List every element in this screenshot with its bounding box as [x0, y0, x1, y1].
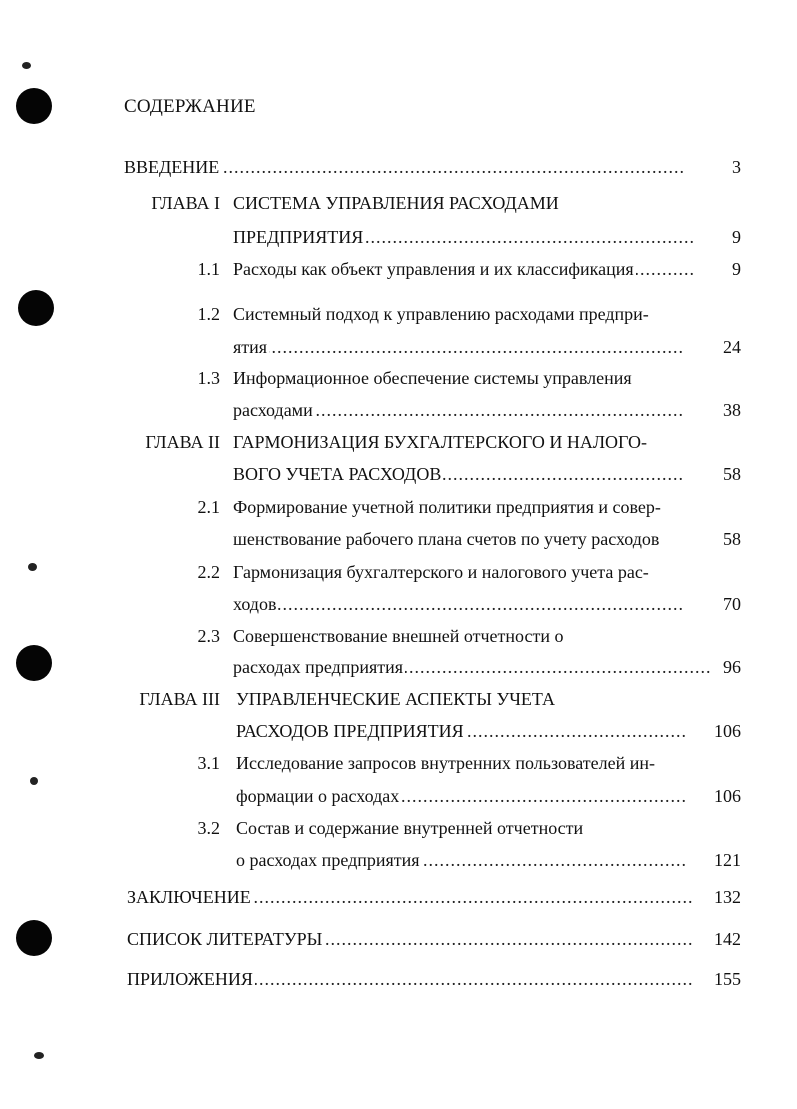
toc-page-number: 24: [723, 337, 741, 357]
toc-entry-text: Исследование запросов внутренних пользователей ин-: [236, 753, 656, 773]
binder-hole: [16, 645, 52, 681]
toc-entry-text: ВОГО УЧЕТА РАСХОДОВ .....: [233, 463, 685, 485]
toc-page-number: 121: [714, 850, 741, 870]
toc-entry-text: ходов .....: [233, 593, 685, 615]
scan-speck: [22, 62, 31, 69]
toc-entry-text: ВВЕДЕНИЕ .....: [124, 156, 686, 178]
toc-label: 2.3: [197, 626, 220, 646]
toc-entry-text: ятия .....: [233, 336, 685, 358]
toc-entry-text: СПИСОК ЛИТЕРАТУРЫ .....: [127, 928, 693, 950]
toc-entry-text: ПРИЛОЖЕНИЯ .....: [127, 968, 693, 990]
toc-entry-text: формации о расходах .....: [236, 785, 688, 807]
toc-page-number: 58: [723, 529, 741, 549]
page-title: СОДЕРЖАНИЕ: [124, 96, 256, 117]
toc-entry-text: Формирование учетной политики предприятия и совер-: [233, 497, 661, 517]
binder-hole: [16, 88, 52, 124]
toc-entry-text: РАСХОДОВ ПРЕДПРИЯТИЯ .....: [236, 720, 688, 742]
toc-entry-text: расходами .....: [233, 399, 685, 421]
toc-entry-text: УПРАВЛЕНЧЕСКИЕ АСПЕКТЫ УЧЕТА: [236, 689, 556, 709]
toc-label: 1.1: [197, 259, 220, 279]
toc-entry-text: ГАРМОНИЗАЦИЯ БУХГАЛТЕРСКОГО И НАЛОГО-: [233, 432, 647, 452]
toc-page-number: 38: [723, 400, 741, 420]
toc-label: 3.1: [197, 753, 220, 773]
toc-page-number: 106: [714, 721, 741, 741]
toc-page-number: 132: [714, 887, 741, 907]
toc-page-number: 3: [732, 157, 741, 177]
scan-speck: [30, 777, 38, 785]
toc-label: ГЛАВА III: [139, 689, 220, 709]
toc-label: ГЛАВА I: [151, 193, 220, 213]
toc-entry-text: Гармонизация бухгалтерского и налогового учета рас-: [233, 562, 649, 582]
toc-entry-text: СИСТЕМА УПРАВЛЕНИЯ РАСХОДАМИ: [233, 193, 559, 213]
binder-hole: [18, 290, 54, 326]
toc-label: ГЛАВА II: [145, 432, 220, 452]
scan-speck: [28, 563, 37, 571]
toc-label: 2.1: [197, 497, 220, 517]
toc-entry-text: ПРЕДПРИЯТИЯ .....: [233, 226, 693, 248]
toc-page-number: 142: [714, 929, 741, 949]
binder-hole: [16, 920, 52, 956]
toc-entry-text: расходах предприятия .....: [233, 656, 710, 678]
toc-label: 1.3: [197, 368, 220, 388]
toc-label: 1.2: [197, 304, 220, 324]
toc-page-number: 9: [732, 227, 741, 247]
toc-label: 2.2: [197, 562, 220, 582]
toc-entry-text: Информационное обеспечение системы управления: [233, 368, 632, 388]
toc-label: 3.2: [197, 818, 220, 838]
toc-entry-text: Совершенствование внешней отчетности о: [233, 626, 564, 646]
toc-page-number: 155: [714, 969, 741, 989]
toc-page-number: 9: [732, 259, 741, 279]
toc-page-number: 106: [714, 786, 741, 806]
toc-entry-text: Системный подход к управлению расходами предпри-: [233, 304, 649, 324]
toc-page-number: 70: [723, 594, 741, 614]
toc-entry-text: Состав и содержание внутренней отчетности: [236, 818, 584, 838]
toc-page-number: 96: [723, 657, 741, 677]
toc-entry-text: Расходы как объект управления и их классификация .....: [233, 258, 693, 280]
toc-entry-text: шенствование рабочего плана счетов по учету расходов: [233, 529, 660, 549]
toc-entry-text: ЗАКЛЮЧЕНИЕ .....: [127, 886, 693, 908]
toc-entry-text: о расходах предприятия .....: [236, 849, 688, 871]
toc-page-number: 58: [723, 464, 741, 484]
scan-speck: [34, 1052, 44, 1059]
